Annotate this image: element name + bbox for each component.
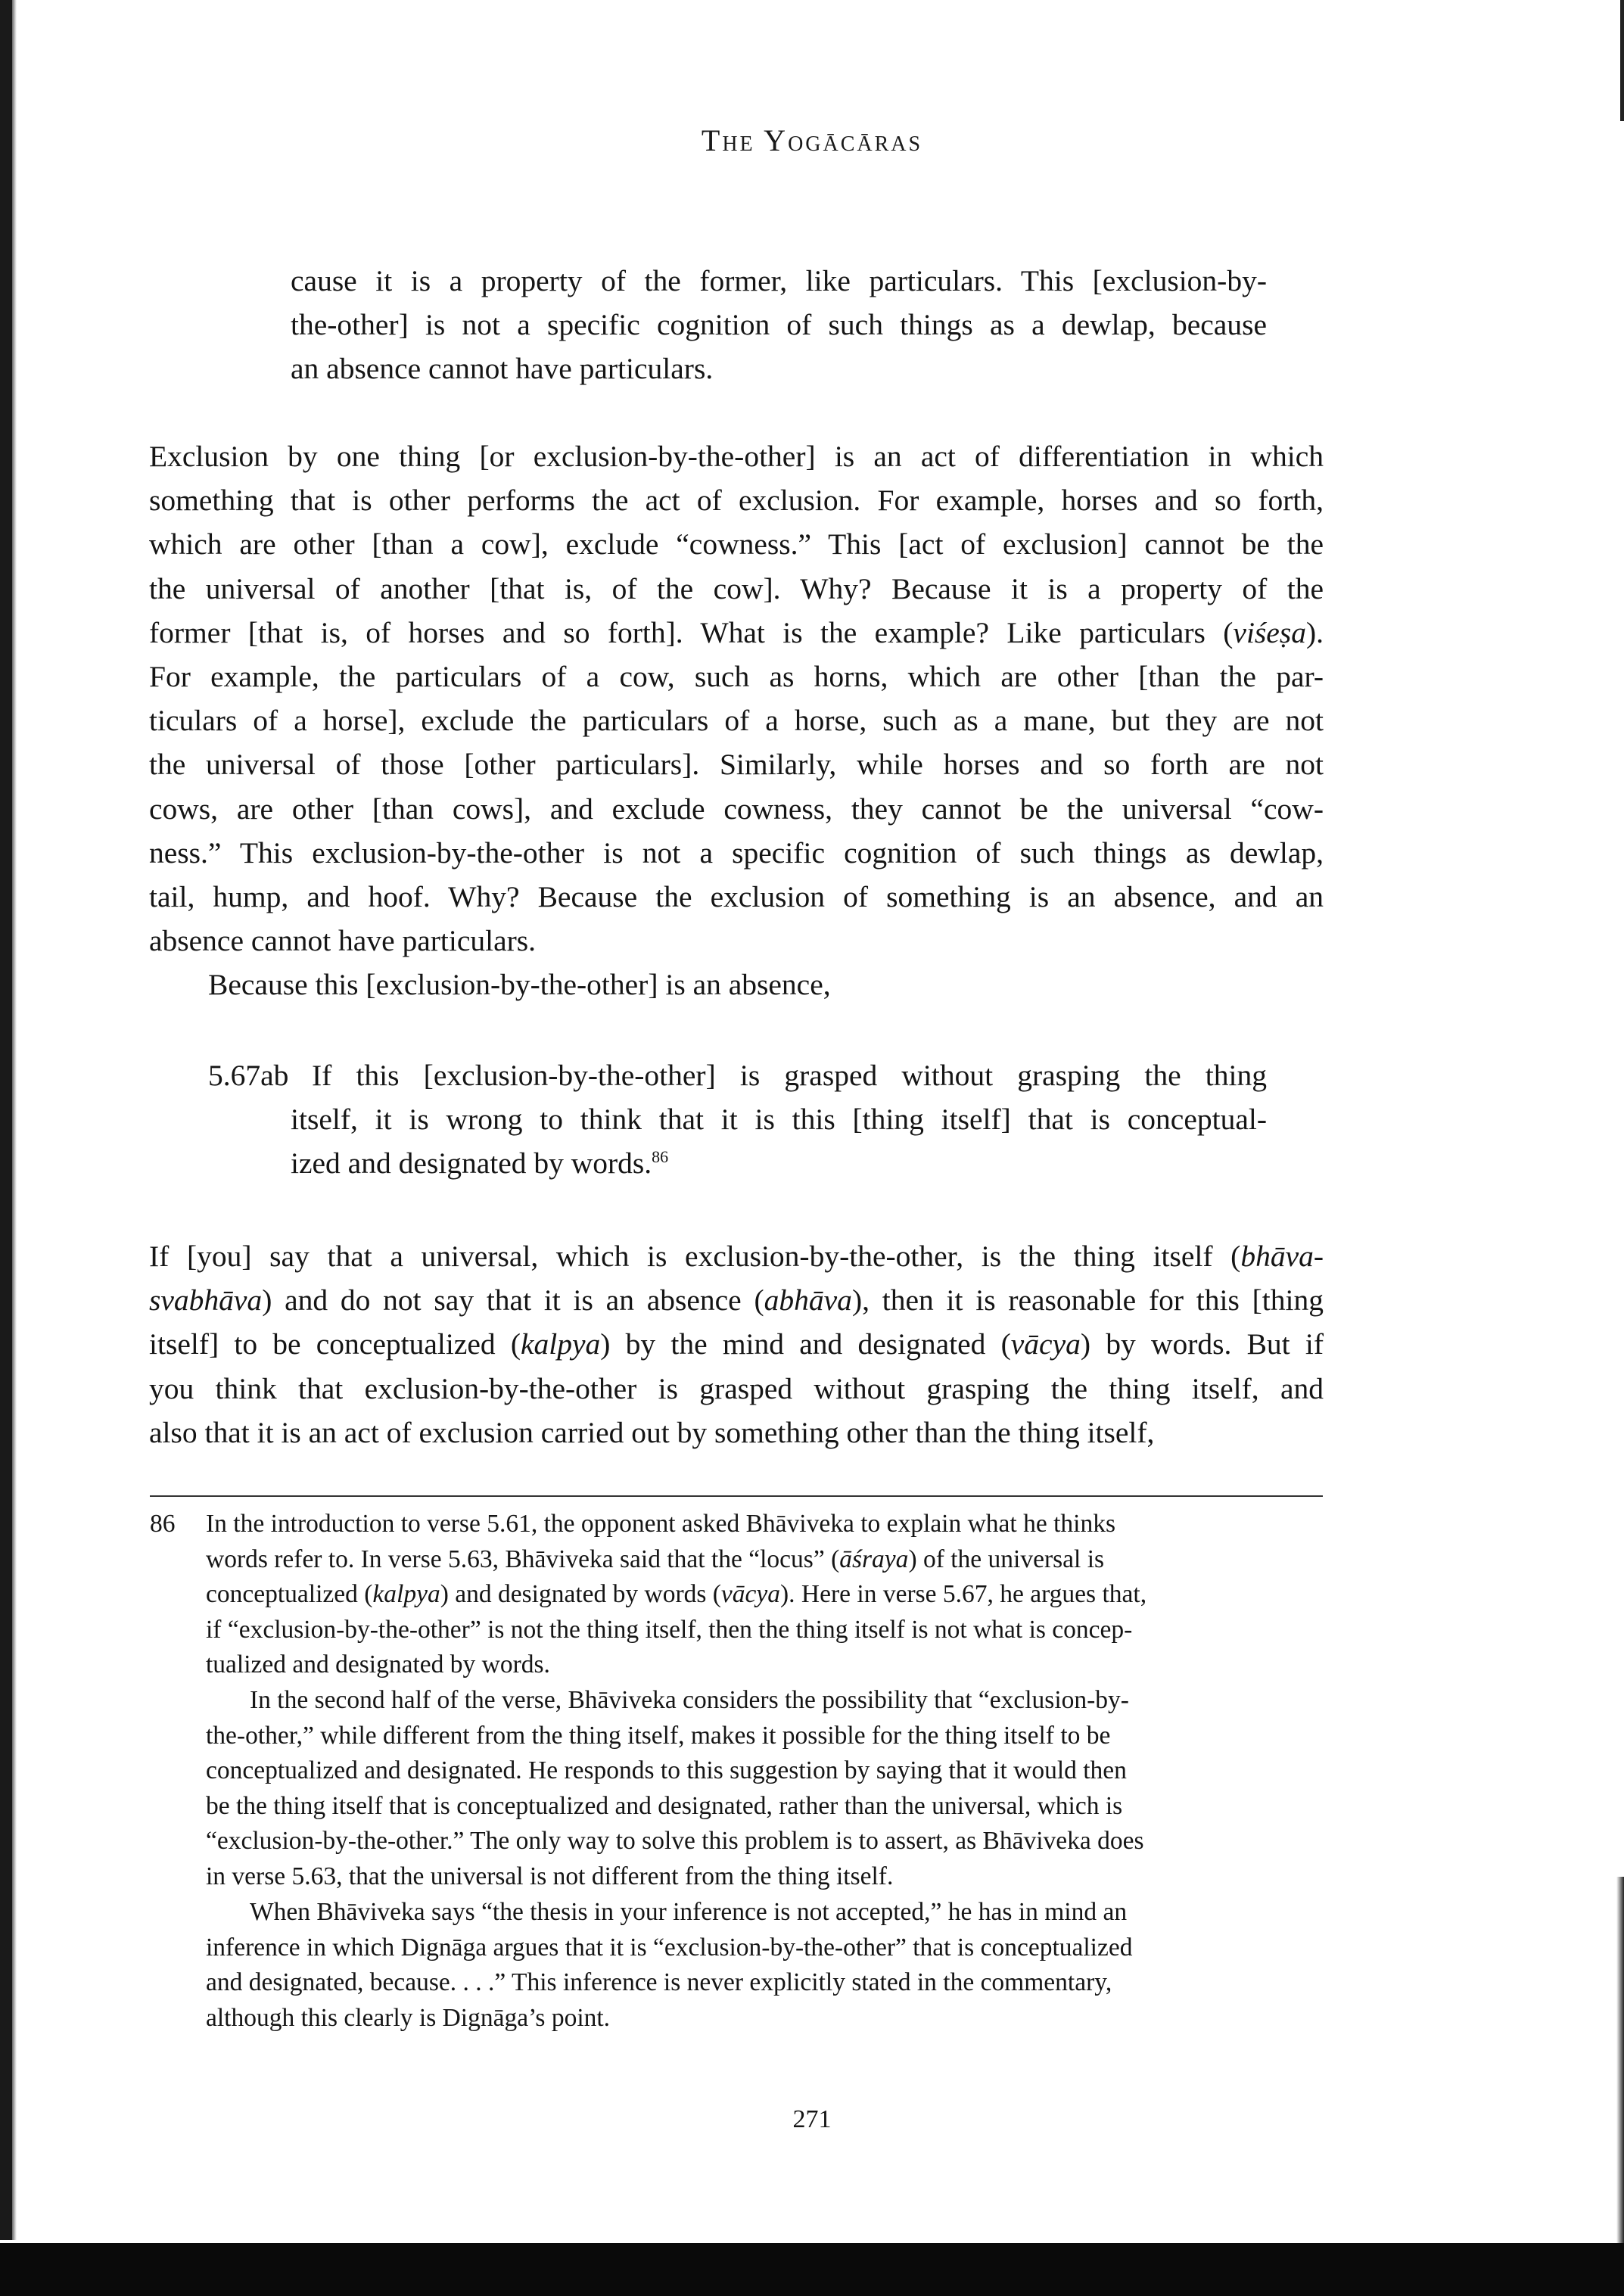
italic-term: bhāva- [1240, 1240, 1324, 1273]
text-line: tail, hump, and hoof. Why? Because the exclusion of something is an absence, and an [149, 880, 1324, 914]
verse-text [312, 1053, 1267, 1097]
text-line: Exclusion by one thing [or exclusion-by-the-other] is an act of differentiation in which [149, 440, 1324, 473]
footnote-reference[interactable]: 86 [652, 1147, 669, 1167]
footnote-rule [150, 1495, 1323, 1497]
text-line [291, 1141, 1267, 1185]
text-span: If [you] say that a universal, which is exclusion-by-the-other, is the thing itself ( [149, 1240, 1241, 1273]
text-line [149, 611, 1324, 655]
text-span: ) by words. But if [1080, 1327, 1324, 1361]
footnote-paragraph-1 [206, 1507, 1324, 1683]
text-line: “exclusion-by-the-other.” The only way to solve this problem is to assert, as Bhāviveka does [206, 1827, 1144, 1856]
italic-term: vācya [720, 1580, 781, 1609]
italic-term: viśeṣa [1233, 615, 1306, 649]
text-line [206, 1577, 1324, 1613]
text-span: ) and designated by words ( [440, 1580, 721, 1609]
text-span: ) of the universal is [908, 1545, 1105, 1573]
italic-term: vācya [1010, 1327, 1081, 1361]
text-line: which are other [than a cow], exclude “cowness.” This [act of exclusion] cannot be the [149, 527, 1324, 562]
body-paragraph-3 [149, 1234, 1324, 1454]
scan-edge-right [1620, 0, 1624, 121]
text-line: inference in which Dignāga argues that it is “exclusion-by-the-other” that is conceptualized [206, 1933, 1133, 1962]
text-line: cows, are other [than cows], and exclude cowness, they cannot be the universal “cow- [149, 792, 1324, 826]
italic-term: kalpya [372, 1580, 440, 1609]
running-head: The Yogācāras [701, 123, 923, 157]
text-line: if “exclusion-by-the-other” is not the thing itself, then the thing itself is not what is concep- [206, 1615, 1133, 1644]
text-line: be the thing itself that is conceptualized and designated, rather than the universal, which is [206, 1791, 1123, 1820]
text-line: in verse 5.63, that the universal is not different from the thing itself. [206, 1862, 894, 1890]
verse-text-cont [291, 1097, 1267, 1185]
page-number: 271 [792, 2105, 832, 2133]
text-span: ), then it is reasonable for this [thing [851, 1283, 1324, 1318]
text-line: absence cannot have particulars. [149, 924, 537, 958]
footnote-number: 86 [150, 1510, 176, 1538]
text-line: an absence cannot have particulars. [291, 352, 714, 386]
text-line [149, 1278, 1324, 1322]
text-line: conceptualized and designated. He responds to this suggestion by saying that it would then [206, 1756, 1127, 1785]
verse-number: 5.67ab [208, 1059, 289, 1092]
text-span: conceptualized ( [206, 1580, 373, 1609]
text-line: tualized and designated by words. [206, 1650, 550, 1679]
text-line: cause it is a property of the former, like particulars. This [exclusion-by- [291, 264, 1267, 297]
text-line: something that is other performs the act of exclusion. For example, horses and so forth, [149, 484, 1324, 518]
italic-term: āśraya [839, 1545, 909, 1573]
text-line: the universal of another [that is, of the cow]. Why? Because it is a property of the [149, 571, 1324, 605]
text-span: former [that is, of horses and so forth]. What is the example? Like particulars ( [149, 615, 1234, 649]
text-line: the universal of those [other particulars]. Similarly, while horses and so forth are not [149, 748, 1324, 782]
text-span: ). [1305, 615, 1324, 649]
italic-term: abhāva [764, 1283, 852, 1318]
text-span: ) and do not say that it is an absence ( [262, 1283, 764, 1318]
italic-term: kalpya [521, 1327, 601, 1361]
text-line: also that it is an act of exclusion carried out by something other than the thing itself, [149, 1415, 1155, 1449]
text-line [149, 1234, 1324, 1278]
text-line: ticulars of a horse], exclude the particulars of a horse, such as a mane, but they are not [149, 704, 1324, 738]
text-span: ized and designated by words. [291, 1146, 652, 1181]
text-span: itself] to be conceptualized ( [149, 1327, 521, 1361]
scan-edge-bottom [0, 2243, 1624, 2296]
text-line: the-other] is not a specific cognition of such things as a dewlap, because [291, 308, 1267, 342]
text-line: although this clearly is Dignāga’s point. [206, 2003, 611, 2032]
text-line: Because this [exclusion-by-the-other] is an absence, [208, 968, 831, 1001]
body-paragraph-1 [149, 434, 1324, 963]
text-line [206, 1542, 1324, 1578]
scan-edge-right-lower [1616, 1877, 1624, 2255]
footnote-paragraph-2 [206, 1683, 1324, 1895]
italic-term: svabhāva [149, 1283, 263, 1318]
text-line: ness.” This exclusion-by-the-other is not a specific cognition of such things as dewlap, [149, 835, 1324, 870]
text-line: you think that exclusion-by-the-other is grasped without grasping the thing itself, and [149, 1371, 1324, 1405]
body-paragraph-2 [208, 963, 1268, 1006]
text-line [149, 1322, 1324, 1366]
footnote-paragraph-3 [206, 1895, 1324, 2036]
text-line: and designated, because. . . .” This inference is never explicitly stated in the commentary, [206, 1968, 1112, 1997]
text-line: When Bhāviveka says “the thesis in your inference is not accepted,” he has in mind an [250, 1898, 1128, 1926]
text-span: ). Here in verse 5.67, he argues that, [780, 1580, 1147, 1609]
text-line: If this [exclusion-by-the-other] is grasped without grasping the thing [312, 1059, 1267, 1092]
text-line: the-other,” while different from the thing itself, makes it possible for the thing itself to be [206, 1721, 1111, 1750]
text-line: itself, it is wrong to think that it is this [thing itself] that is conceptual- [291, 1103, 1267, 1136]
text-span: words refer to. In verse 5.63, Bhāviveka said that the “locus” ( [206, 1545, 840, 1573]
text-line: In the second half of the verse, Bhāviveka considers the possibility that “exclusion-by- [250, 1686, 1129, 1714]
text-line: For example, the particulars of a cow, such as horns, which are other [than the par- [149, 660, 1324, 694]
scan-edge-left [0, 0, 12, 2240]
text-line: In the introduction to verse 5.61, the opponent asked Bhāviveka to explain what he thinks [206, 1510, 1116, 1538]
text-span: ) by the mind and designated ( [600, 1327, 1011, 1361]
block-quote [291, 259, 1267, 391]
